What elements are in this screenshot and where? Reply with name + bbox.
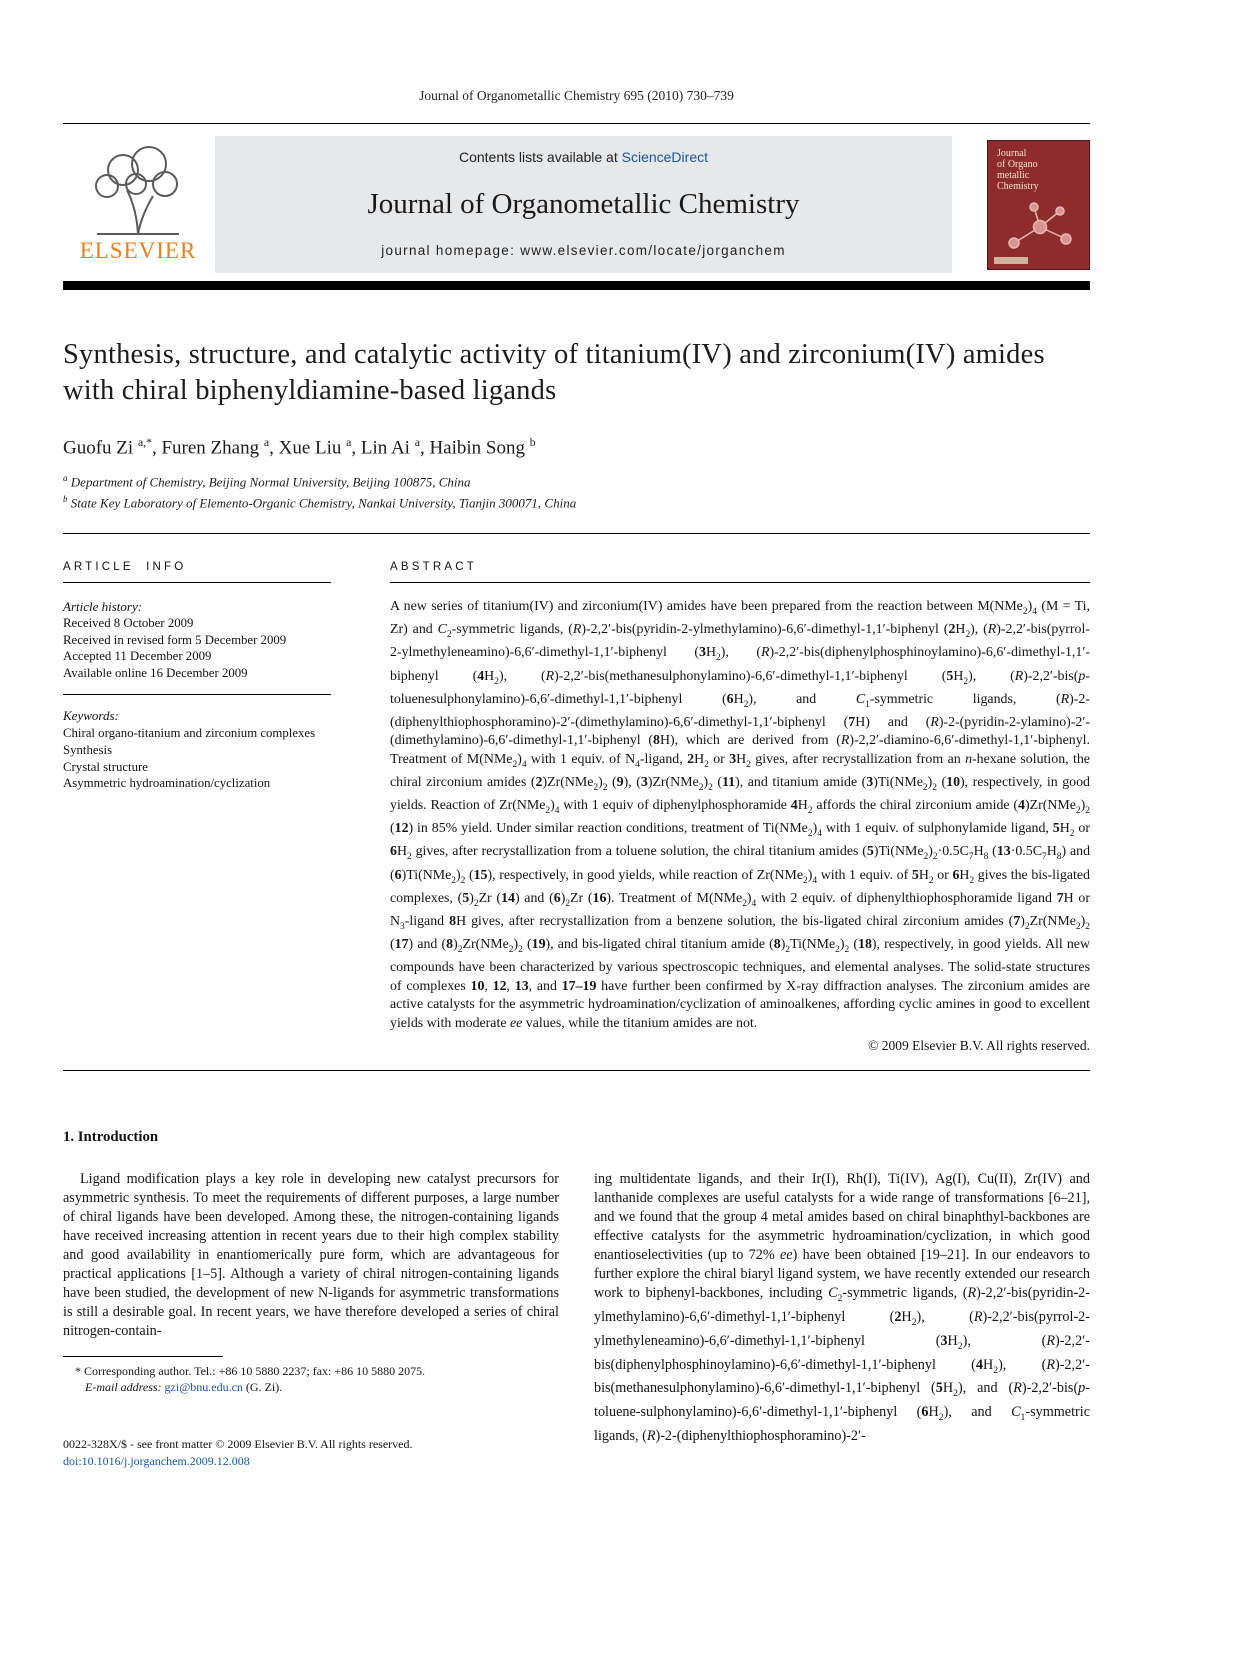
doi-line [63,1453,559,1470]
abstract-text: A new series of titanium(IV) and zirconium(IV) amides have been prepared from the reaction between $M(NMe_2)_4$ (M = Ti, Zr) and $C_2$-symmetric ligands, (R)-2,2′-bis(pyridin-2-ylmethylamino)-6,6′-dimethyl-1,1′-biphenyl $(2H_2)$, (R)-2,2′-bis(pyrrol-2-ylmethyleneamino)-6,6′-dimethyl-1,1′-biphenyl $(3H_2)$, (R)-2,2′-bis(diphenylphosphinoylamino)-6,6′-dimethyl-1,1′-biphenyl $(4H_2)$, (R)-2,2′-bis(methanesulphonylamino)-6,6′-dimethyl-1,1′-biphenyl $(5H_2)$, (R)-2,2′-bis(p-toluenesulphonylamino)-6,6′-dimethyl-1,1′-biphenyl $(6H_2)$, and $C_1$-symmetric ligands, (R)-2-(diphenylthiophosphoramino)-2′-(dimethylamino)-6,6′-dimethyl-1,1′-biphenyl (7H) and (R)-2-(pyridin-2-ylamino)-2′-(dimethylamino)-6,6′-dimethyl-1,1′-biphenyl (8H), which are derived from (R)-2,2′-diamino-6,6′-dimethyl-1,1′-biphenyl. Treatment of $M(NMe_2)_4$ with 1 equiv. of $N_4$-ligand, $2H_2$ or $3H_2$ gives, after recrystallization from an n-hexane solution, the chiral zirconium amides $(2)Zr(NMe_2)_2$ (9), $(3)Zr(NMe_2)_2$ (11), and titanium amide $(3)Ti(NMe_2)_2$ (10), respectively, in good yields. Reaction of $Zr(NMe_2)_4$ with 1 equiv of diphenylphosphoramide $4H_2$ affords the chiral zirconium amide $(4)Zr(NMe_2)_2$ (12) in 85% yield. Under similar reaction conditions, treatment of $Ti(NMe_2)_4$ with 1 equiv. of sulphonylamide ligand, $5H_2$ or $6H_2$ gives, after recrystallization from a toluene solution, the chiral titanium amides $(5)Ti(NMe_2)_2\cdot 0.5C_7H_8$ $(13\cdot 0.5C_7H_8)$ and $(6)Ti(NMe_2)_2$ (15), respectively, in good yields, while reaction of $Zr(NMe_2)_4$ with 1 equiv. of $5H_2$ or $6H_2$ gives the bis-ligated complexes, $(5)_2Zr$ (14) and $(6)_2Zr$ (16). Treatment of $M(NMe_2)_4$ with 2 equiv. of diphenylthiophosphoramide ligand 7H or $N_3$-ligand 8H gives, after recrystallization from a benzene solution, the bis-ligated chiral zirconium amides $(7)_2Zr(NMe_2)_2$ (17) and $(8)_2Zr(NMe_2)_2$ (19), and bis-ligated chiral titanium amide $(8)_2Ti(NMe_2)_2$ (18), respectively, in good yields. All new compounds have been characterized by various spectroscopic techniques, and elemental analyses. The solid-state structures of complexes 10, 12, 13, and 17–19 have further been confirmed by X-ray diffraction analyses. The zirconium amides are active catalysts for the asymmetric hydroamination/cyclization of aminoalkenes, affording cyclic amines in good to excellent yields with moderate ee values, while the titanium amides are not. [390,598,1091,1031]
cover-label-strip [994,257,1028,264]
history-item: Received in revised form 5 December 2009 [63,632,287,647]
molecule-icon [1004,199,1076,257]
keywords-divider-rule [63,694,331,695]
header-thick-rule [63,281,1090,290]
abstract-heading-rule [390,582,1090,583]
affiliation-a: $^a$ Department of Chemistry, Beijing Normal University, Beijing 100875, China [63,473,471,490]
keywords-label: Keywords: [63,708,119,724]
cover-title [988,141,1089,192]
banner-center-panel [215,136,952,273]
issn-line: 0022-328X/$ - see front matter © 2009 Elsevier B.V. All rights reserved. [63,1436,413,1451]
affiliations [63,470,1090,512]
elsevier-tree-icon [79,140,197,236]
keyword-item: Synthesis [63,742,113,757]
cover-title-line: metallic [997,169,1030,181]
article-info-heading-rule [63,582,331,583]
doi-link[interactable]: doi:10.1016/j.jorganchem.2009.12.008 [63,1453,250,1468]
email-line [63,1380,559,1396]
front-matter-block [63,1436,559,1470]
cover-title-line: Chemistry [997,180,1039,192]
email-link[interactable]: gzi@bnu.edu.cn [164,1379,243,1394]
cover-title-line: of Organo [997,158,1038,170]
info-abstract-section [63,534,1090,1054]
email-suffix: (G. Zi). [242,1379,283,1394]
intro-right-column [594,1170,1090,1470]
keyword-item: Asymmetric hydroamination/cyclization [63,776,271,791]
abstract-heading: ABSTRACT [390,560,477,573]
keyword-item: Crystal structure [63,759,148,774]
introduction-heading: 1. Introduction [63,1129,159,1146]
history-item: Received 8 October 2009 [63,615,194,630]
elsevier-logo [63,136,213,273]
intro-paragraph-left: Ligand modification plays a key role in developing new catalyst precursors for asymmetric synthesis. To meet the requirements of different purposes, a large number of chiral ligands have been developed. Among these, the nitrogen-containing ligands have received increasing attention in recent years due to their high complex stability and good availability in enantiomerically pure form, which are advantageous for practical applications [1–5]. Although a variety of chiral nitrogen-containing ligands have been studied, the development of new N-ligands for asymmetric transformations is still a desirable goal. In recent years, we have therefore developed a series of chiral nitrogen-contain- [63,1171,559,1340]
keyword-item: Chiral organo-titanium and zirconium complexes [63,726,316,741]
intro-paragraph-right: ing multidentate ligands, and their Ir(I), Rh(I), Ti(IV), Ag(I), Cu(II), Zr(IV) and lanthanide complexes are useful catalysts for a wide range of transformations [6–21], and we found that the group 4 metal amides based on chiral binaphthyl-backbones are effective catalysts for the asymmetric hydroamination/cyclization, in which good enantioselectivities (up to 72% ee) have been obtained [19–21]. In our endeavors to further explore the chiral biaryl ligand system, we have recently extended our research work to biphenyl-backbones, including $C_2$-symmetric ligands, (R)-2,2′-bis(pyridin-2-ylmethylamino)-6,6′-dimethyl-1,1′-biphenyl $(2H_2)$, (R)-2,2′-bis(pyrrol-2-ylmethyleneamino)-6,6′-dimethyl-1,1′-biphenyl $(3H_2)$, (R)-2,2′-bis(diphenylphosphinoylamino)-6,6′-dimethyl-1,1′-biphenyl $(4H_2)$, (R)-2,2′-bis(methanesulphonylamino)-6,6′-dimethyl-1,1′-biphenyl $(5H_2)$, and (R)-2,2′-bis(p-toluene-sulphonylamino)-6,6′-dimethyl-1,1′-biphenyl $(6H_2)$, and $C_1$-symmetric ligands, (R)-2-(diphenylthiophosphoramino)-2′- [594,1171,1091,1445]
sciencedirect-link[interactable]: ScienceDirect [621,149,708,165]
journal-homepage-link[interactable]: journal homepage: www.elsevier.com/locate/jorganchem [381,243,786,258]
elsevier-logo-text: ELSEVIER [79,238,197,263]
article-info-column [63,534,331,792]
contents-line [459,149,708,165]
contents-line-prefix: Contents lists available at [458,149,622,165]
article-title: Synthesis, structure, and catalytic activity of titanium(IV) and zirconium(IV) amides with chiral biphenyldiamine-based ligands [63,339,1045,406]
introduction-columns [63,1170,1090,1470]
journal-cover-thumbnail [987,140,1090,270]
author-list: Guofu Zi $^{a,*}$, Furen Zhang $^a$, Xue Liu $^a$, Lin Ai $^a$, Haibin Song $^b$ [63,436,536,459]
cover-title-line: Journal [997,147,1027,159]
journal-header-banner [63,136,1090,273]
journal-reference-line: Journal of Organometallic Chemistry 695 (2010) 730–739 [419,88,734,103]
corresponding-author-footnote [63,1356,559,1396]
abstract-copyright: © 2009 Elsevier B.V. All rights reserved. [868,1038,1090,1054]
abstract-column [390,534,1090,1054]
intro-left-column [63,1170,559,1470]
abstract-bottom-rule [63,1070,1090,1071]
page-content [63,0,1090,1470]
header-top-rule [63,123,1090,124]
history-item: Accepted 11 December 2009 [63,649,212,664]
article-history-label: Article history: [63,598,143,614]
footnote-rule [63,1356,223,1357]
email-label: E-mail address: [85,1379,162,1394]
journal-title: Journal of Organometallic Chemistry [367,187,800,220]
corresponding-author-note: * Corresponding author. Tel.: +86 10 5880 2237; fax: +86 10 5880 2075. [75,1364,426,1379]
article-info-heading: ARTICLE INFO [63,560,187,573]
affiliation-b: $^b$ State Key Laboratory of Elemento-Organic Chemistry, Nankai University, Tianjin 300071, China [63,494,577,511]
history-item: Available online 16 December 2009 [63,665,248,680]
